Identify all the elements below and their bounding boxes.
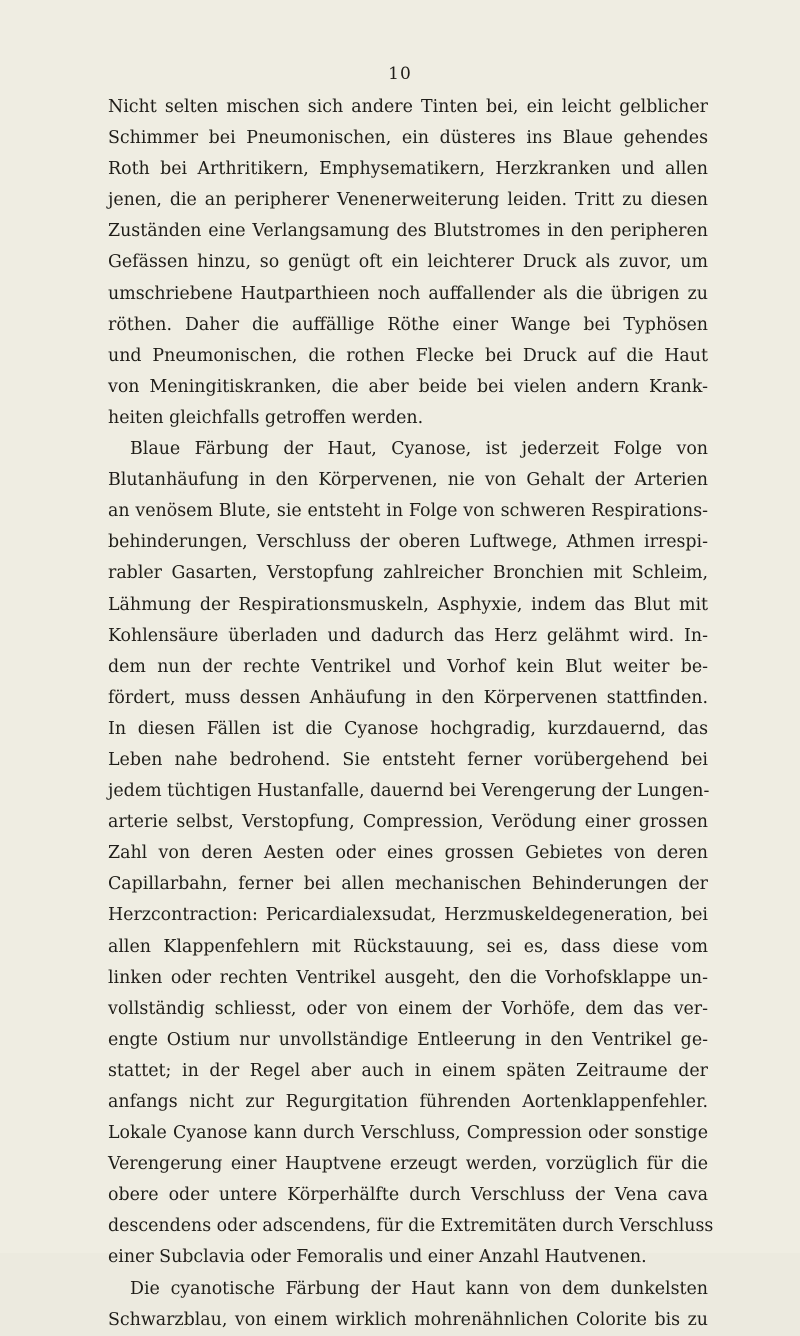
text-line: Herzcontraction: Pericardialexsudat, Herzmuskeldegeneration, bei: [108, 905, 708, 926]
text-line: Leben nahe bedrohend. Sie entsteht ferner vorübergehend bei: [108, 749, 708, 770]
text-line: rabler Gasarten, Verstopfung zahlreicher Bronchien mit Schleim,: [108, 563, 708, 584]
text-line: obere oder untere Körperhälfte durch Verschluss der Vena cava: [108, 1185, 708, 1206]
text-line: Nicht selten mischen sich andere Tinten bei, ein leicht gelblicher: [108, 97, 708, 117]
text-line: fördert, muss dessen Anhäufung in den Körpervenen stattfinden.: [108, 687, 708, 708]
body-text: [108, 92, 714, 1336]
text-line: linken oder rechten Ventrikel ausgeht, den die Vorhofsklappe un-: [108, 967, 708, 988]
text-line: einer Subclavia oder Femoralis und einer Anzahl Hautvenen.: [108, 1247, 647, 1268]
text-line: heiten gleichfalls getroffen werden.: [108, 407, 424, 428]
text-line: Schimmer bei Pneumonischen, ein düsteres ins Blaue gehendes: [108, 128, 708, 149]
text-line: Die cyanotische Färbung der Haut kann von dem dunkelsten: [130, 1278, 708, 1299]
text-line: jenen, die an peripherer Venenerweiterung leiden. Tritt zu diesen: [108, 190, 708, 211]
text-line: jedem tüchtigen Hustanfalle, dauernd bei Verengerung der Lungen-: [108, 781, 710, 802]
text-line: Roth bei Arthritikern, Emphysematikern, Herzkranken und allen: [108, 159, 708, 180]
text-line: anfangs nicht zur Regurgitation führenden Aortenklappenfehler.: [108, 1092, 708, 1112]
text-line: Zuständen eine Verlangsamung des Blutstromes in den peripheren: [108, 221, 708, 242]
text-line: stattet; in der Regel aber auch in einem späten Zeitraume der: [108, 1060, 708, 1081]
text-line: an venösem Blute, sie entsteht in Folge von schweren Respirations-: [108, 501, 708, 522]
text-line: und Pneumonischen, die rothen Flecke bei Druck auf die Haut: [108, 345, 708, 366]
text-line: Lokale Cyanose kann durch Verschluss, Compression oder sonstige: [108, 1123, 708, 1144]
text-line: umschriebene Hautparthieen noch auffallender als die übrigen zu: [108, 283, 708, 304]
page-number: 10: [388, 64, 412, 84]
text-line: engte Ostium nur unvollständige Entleerung in den Ventrikel ge-: [108, 1029, 708, 1050]
text-line: In diesen Fällen ist die Cyanose hochgradig, kurzdauernd, das: [108, 718, 708, 739]
text-line: arterie selbst, Verstopfung, Compression, Verödung einer grossen: [108, 812, 708, 833]
text-line: vollständig schliesst, oder von einem der Vorhöfe, dem das ver-: [108, 998, 708, 1019]
text-line: von Meningitiskranken, die aber beide bei vielen andern Krank-: [108, 376, 708, 397]
text-line: Verengerung einer Hauptvene erzeugt werden, vorzüglich für die: [108, 1154, 708, 1175]
text-line: dem nun der rechte Ventrikel und Vorhof kein Blut weiter be-: [108, 656, 708, 677]
text-line: Schwarzblau, von einem wirklich mohrenähnlichen Colorite bis zu: [108, 1309, 708, 1330]
text-line: allen Klappenfehlern mit Rückstauung, sei es, dass diese vom: [108, 936, 708, 957]
text-line: Zahl von deren Aesten oder eines grossen Gebietes von deren: [108, 843, 708, 864]
text-line: descendens oder adscendens, für die Extremitäten durch Verschluss: [108, 1216, 714, 1237]
text-line: Gefässen hinzu, so genügt oft ein leichterer Druck als zuvor, um: [108, 252, 708, 273]
text-line: Blutanhäufung in den Körpervenen, nie von Gehalt der Arterien: [108, 470, 708, 491]
text-line: Blaue Färbung der Haut, Cyanose, ist jederzeit Folge von: [130, 439, 708, 460]
text-line: behinderungen, Verschluss der oberen Luftwege, Athmen irrespi-: [108, 532, 708, 553]
text-line: Capillarbahn, ferner bei allen mechanischen Behinderungen der: [108, 874, 708, 895]
text-line: Lähmung der Respirationsmuskeln, Asphyxie, indem das Blut mit: [108, 594, 708, 615]
text-line: röthen. Daher die auffällige Röthe einer Wange bei Typhösen: [108, 314, 708, 335]
text-line: Kohlensäure überladen und dadurch das Herz gelähmt wird. In-: [108, 625, 708, 646]
